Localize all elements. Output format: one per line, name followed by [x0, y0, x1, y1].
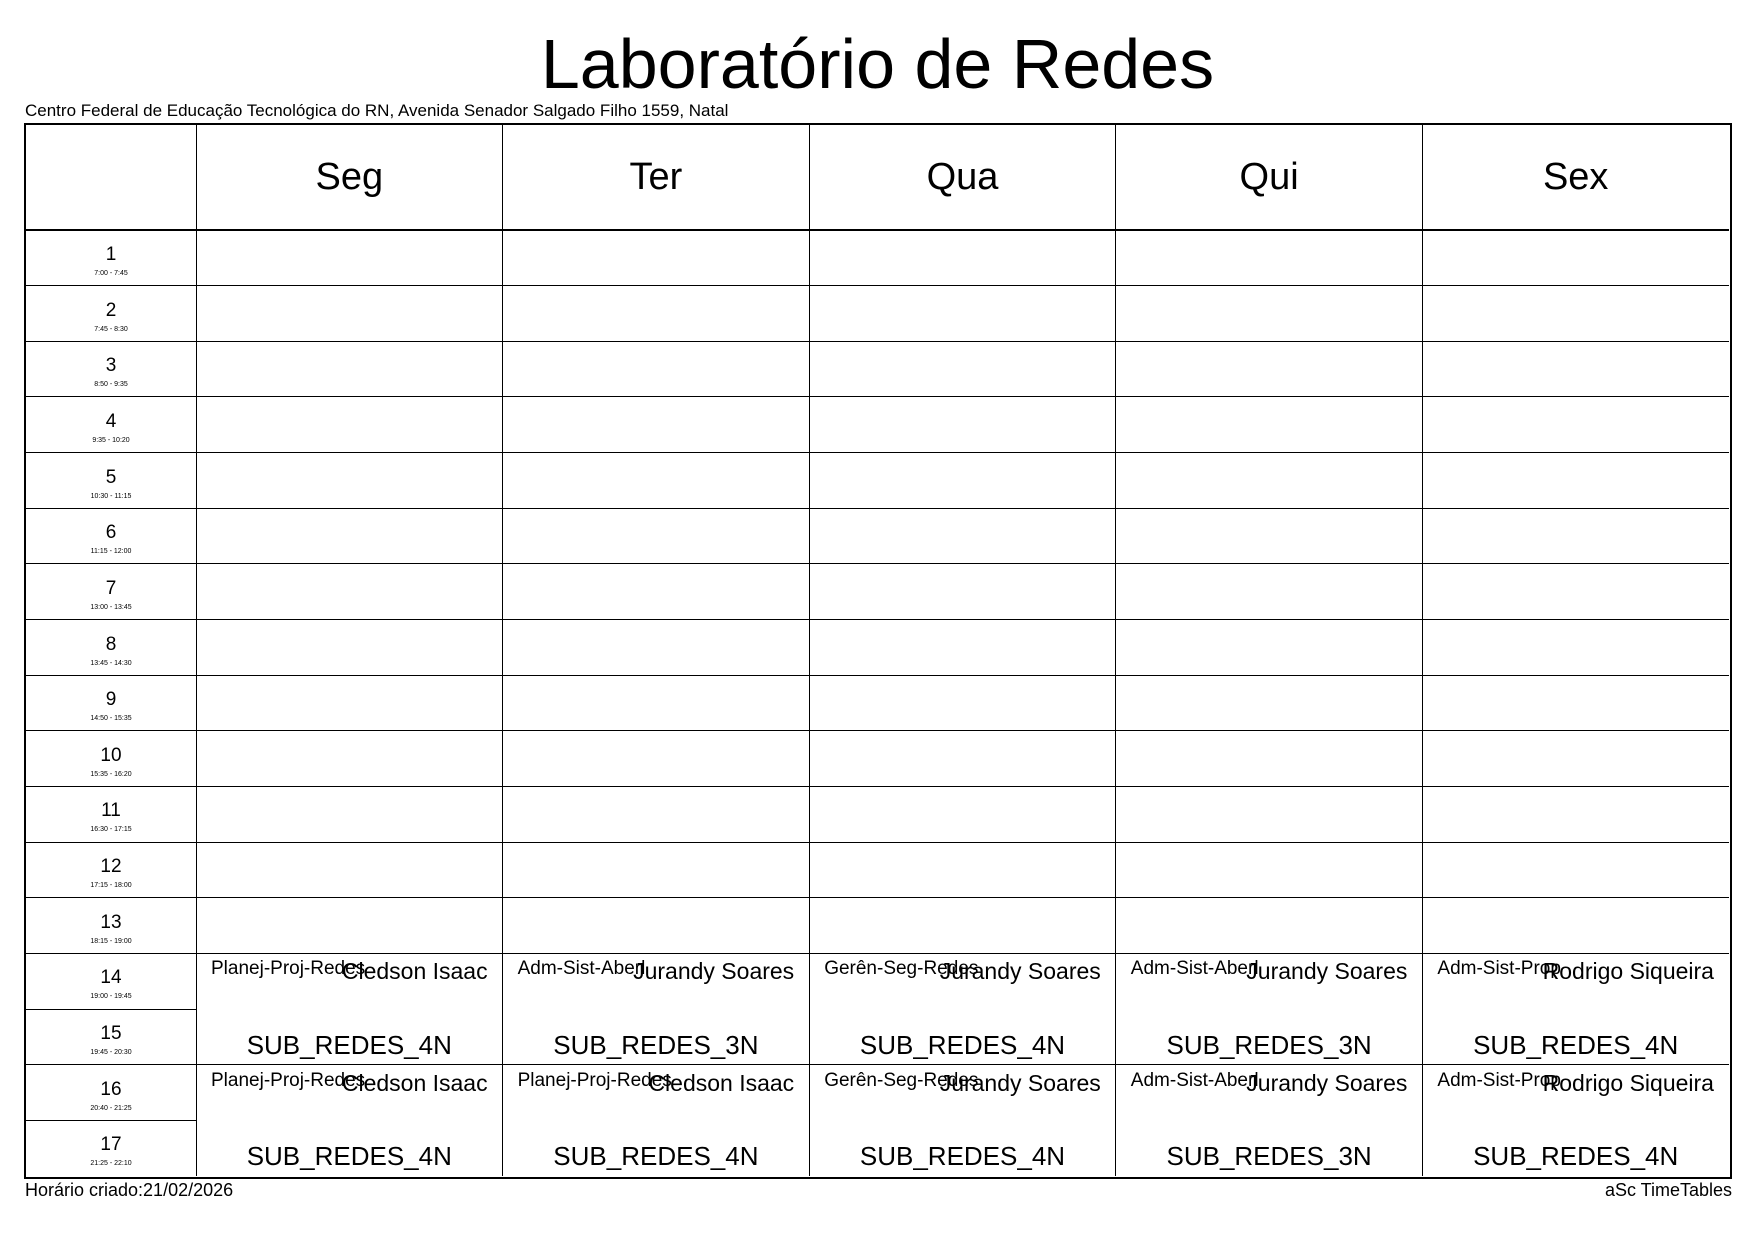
lesson-teacher: Cledson Isaac [648, 1069, 795, 1096]
row-divider [1116, 285, 1423, 286]
lesson-card[interactable] [1422, 1065, 1729, 1176]
row-divider [503, 842, 810, 843]
lesson-card[interactable] [196, 1065, 503, 1176]
period-number: 13 [100, 911, 122, 933]
period-number: 15 [100, 1023, 122, 1045]
lesson-subject: Gerên-Seg-Redes [824, 1069, 979, 1091]
row-divider [1116, 842, 1423, 843]
period-label [26, 967, 196, 1001]
row-divider [1116, 619, 1423, 620]
row-divider [1116, 897, 1423, 898]
period-time: 17:15 - 18:00 [90, 882, 132, 890]
row-divider [26, 563, 196, 564]
period-label [26, 355, 196, 389]
lesson-subject: Planej-Proj-Redes [211, 958, 366, 980]
row-divider [1116, 396, 1423, 397]
lesson-class: SUB_REDES_4N [553, 1140, 759, 1171]
row-divider [26, 675, 196, 676]
row-divider [809, 786, 1116, 787]
lesson-card[interactable] [503, 1065, 810, 1176]
row-divider [809, 285, 1116, 286]
created-date: Horário criado:21/02/2026 [25, 1180, 234, 1200]
period-time: 19:00 - 19:45 [90, 993, 132, 1001]
period-time: 11:15 - 12:00 [90, 548, 132, 556]
period-label [26, 467, 196, 501]
row-divider [1116, 563, 1423, 564]
period-label [26, 634, 196, 668]
row-divider [26, 842, 196, 843]
row-divider [26, 619, 196, 620]
period-time: 7:45 - 8:30 [94, 325, 128, 333]
row-divider [809, 675, 1116, 676]
period-number: 7 [105, 577, 117, 599]
lesson-class: SUB_REDES_4N [1473, 1140, 1679, 1171]
period-number: 2 [105, 299, 117, 321]
period-label [26, 578, 196, 612]
row-divider [196, 730, 503, 731]
lesson-class: SUB_REDES_4N [246, 1029, 452, 1060]
period-number: 11 [101, 800, 121, 822]
row-divider [1422, 508, 1729, 509]
row-divider [503, 508, 810, 509]
software-name: aSc TimeTables [1604, 1180, 1732, 1200]
period-number: 1 [105, 244, 117, 265]
lesson-card[interactable] [809, 953, 1116, 1064]
row-divider [503, 786, 810, 787]
lesson-class: SUB_REDES_4N [1473, 1029, 1679, 1060]
period-label [26, 856, 196, 890]
row-divider [26, 341, 196, 342]
row-divider [1116, 452, 1423, 453]
row-divider [196, 563, 503, 564]
lesson-teacher: Jurandy Soares [1246, 958, 1408, 985]
row-divider [1422, 285, 1729, 286]
school-address: Centro Federal de Educação Tecnológica do RN, Avenida Senador Salgado Filho 1559, Natal [25, 101, 729, 120]
row-divider [1116, 730, 1423, 731]
row-divider [1422, 563, 1729, 564]
lesson-teacher: Cledson Isaac [341, 1069, 488, 1096]
period-time: 20:40 - 21:25 [90, 1104, 132, 1112]
row-divider [1422, 842, 1729, 843]
period-time: 10:30 - 11:15 [90, 492, 132, 500]
row-divider [809, 452, 1116, 453]
lesson-subject: Adm-Sist-Aberl [517, 958, 646, 980]
row-divider [1116, 341, 1423, 342]
row-divider [503, 452, 810, 453]
lesson-teacher: Jurandy Soares [939, 958, 1101, 985]
period-label [26, 244, 196, 278]
row-divider [809, 508, 1116, 509]
row-divider [26, 953, 196, 954]
lesson-class: SUB_REDES_3N [1166, 1140, 1372, 1171]
row-divider [809, 619, 1116, 620]
period-label [26, 411, 196, 445]
period-number: 9 [105, 689, 117, 711]
period-label [26, 912, 196, 946]
period-number: 16 [100, 1078, 122, 1100]
lesson-class: SUB_REDES_3N [1166, 1029, 1372, 1060]
period-label [26, 800, 196, 834]
row-divider [196, 786, 503, 787]
period-time: 15:35 - 16:20 [90, 770, 132, 778]
period-number: 4 [105, 410, 117, 432]
row-divider [26, 1120, 196, 1121]
lesson-card[interactable] [196, 953, 503, 1064]
period-number: 3 [105, 355, 117, 377]
row-divider [1422, 341, 1729, 342]
lesson-teacher: Cledson Isaac [341, 958, 488, 985]
row-divider [26, 452, 196, 453]
period-time: 13:00 - 13:45 [90, 603, 132, 611]
lesson-subject: Planej-Proj-Redes [517, 1069, 672, 1091]
row-divider [26, 508, 196, 509]
period-time: 8:50 - 9:35 [94, 381, 128, 389]
period-label [26, 1134, 196, 1168]
row-divider [196, 619, 503, 620]
row-divider [503, 897, 810, 898]
row-divider [1116, 508, 1423, 509]
lesson-class: SUB_REDES_4N [246, 1140, 452, 1171]
row-divider [26, 786, 196, 787]
row-divider [1422, 897, 1729, 898]
lesson-subject: Adm-Sist-Prop [1437, 958, 1561, 980]
row-divider [503, 675, 810, 676]
row-divider [503, 619, 810, 620]
day-header: Ter [629, 156, 683, 198]
lesson-class: SUB_REDES_4N [859, 1029, 1066, 1060]
period-number: 10 [100, 744, 122, 766]
row-divider [809, 842, 1116, 843]
row-divider [196, 396, 503, 397]
lesson-teacher: Jurandy Soares [939, 1069, 1101, 1096]
lesson-subject: Adm-Sist-Prop [1437, 1069, 1561, 1091]
lesson-card[interactable] [809, 1065, 1116, 1176]
timetable-grid [24, 123, 1732, 1179]
period-time: 16:30 - 17:15 [90, 826, 132, 834]
lesson-subject: Adm-Sist-Aberl [1130, 958, 1259, 980]
period-label [26, 1079, 196, 1113]
period-number: 8 [105, 633, 117, 655]
period-number: 12 [100, 856, 122, 878]
lesson-teacher: Rodrigo Siqueira [1542, 1069, 1714, 1096]
day-header: Qua [926, 156, 999, 198]
period-time: 9:35 - 10:20 [92, 436, 130, 444]
lesson-teacher: Jurandy Soares [633, 958, 795, 985]
row-divider [1422, 619, 1729, 620]
page-title: Laboratório de Redes [540, 25, 1215, 103]
period-time: 19:45 - 20:30 [90, 1049, 132, 1057]
period-label [26, 745, 196, 779]
period-label [26, 689, 196, 723]
lesson-subject: Adm-Sist-Aberl [1130, 1069, 1259, 1091]
row-divider [26, 285, 196, 286]
row-divider [26, 897, 196, 898]
lesson-card[interactable] [1116, 1065, 1423, 1176]
period-time: 7:00 - 7:45 [94, 270, 128, 277]
row-divider [809, 730, 1116, 731]
period-label [26, 300, 196, 334]
row-divider [1422, 786, 1729, 787]
period-label [26, 522, 196, 556]
row-divider [1422, 452, 1729, 453]
row-divider [26, 730, 196, 731]
row-divider [1116, 786, 1423, 787]
row-divider [196, 508, 503, 509]
row-divider [809, 341, 1116, 342]
period-time: 18:15 - 19:00 [90, 937, 132, 945]
row-divider [1422, 396, 1729, 397]
lesson-teacher: Jurandy Soares [1246, 1069, 1408, 1096]
day-header: Qui [1239, 156, 1299, 198]
lesson-card[interactable] [1422, 953, 1729, 1064]
row-divider [809, 563, 1116, 564]
period-number: 17 [100, 1134, 122, 1156]
row-divider [1422, 730, 1729, 731]
period-time: 14:50 - 15:35 [90, 715, 132, 723]
lesson-subject: Planej-Proj-Redes [211, 1069, 366, 1091]
lesson-class: SUB_REDES_3N [553, 1029, 759, 1060]
lesson-subject: Gerên-Seg-Redes [824, 958, 979, 980]
row-divider [196, 285, 503, 286]
period-number: 6 [105, 522, 117, 544]
row-divider [26, 1064, 196, 1065]
period-time: 13:45 - 14:30 [90, 659, 132, 667]
row-divider [503, 341, 810, 342]
row-divider [1422, 675, 1729, 676]
lesson-teacher: Rodrigo Siqueira [1542, 958, 1714, 985]
row-divider [26, 1009, 196, 1010]
row-divider [809, 897, 1116, 898]
day-header: Sex [1542, 156, 1609, 198]
row-divider [503, 396, 810, 397]
lesson-card[interactable] [503, 953, 810, 1064]
period-time: 21:25 - 22:10 [90, 1160, 132, 1168]
row-divider [26, 396, 196, 397]
row-divider [503, 285, 810, 286]
row-divider [503, 563, 810, 564]
row-divider [196, 452, 503, 453]
period-label [26, 1023, 196, 1057]
row-divider [196, 675, 503, 676]
row-divider [196, 842, 503, 843]
row-divider [196, 341, 503, 342]
lesson-card[interactable] [1116, 953, 1423, 1064]
row-divider [503, 730, 810, 731]
row-divider [1116, 675, 1423, 676]
day-header: Seg [315, 156, 384, 198]
row-divider [196, 897, 503, 898]
period-number: 5 [105, 466, 117, 488]
row-divider [809, 396, 1116, 397]
lesson-class: SUB_REDES_4N [859, 1140, 1066, 1171]
period-number: 14 [100, 967, 122, 989]
